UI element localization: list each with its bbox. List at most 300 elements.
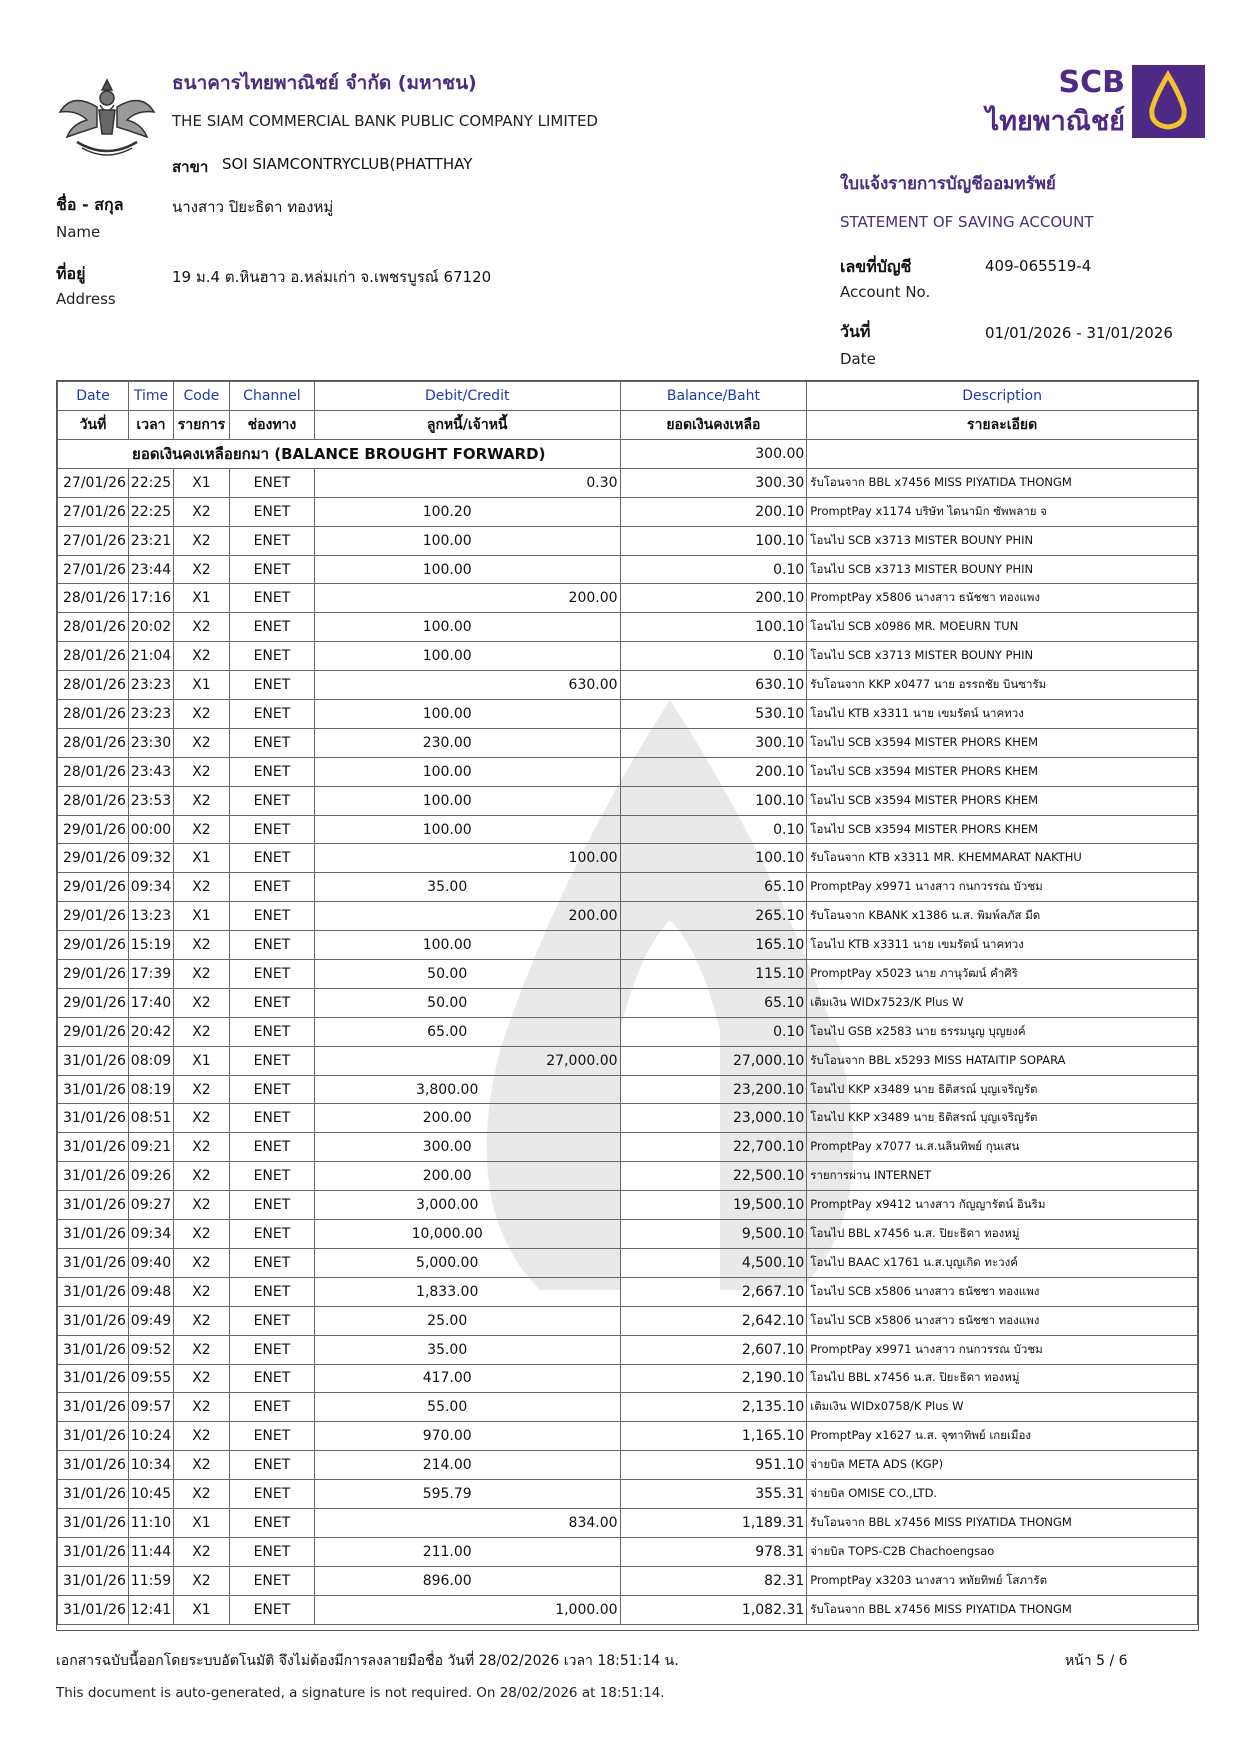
row-description: โอนไป SCB x3594 MISTER PHORS KHEM [807, 815, 1198, 844]
row-time: 23:53 [128, 786, 173, 815]
row-code: X2 [173, 497, 229, 526]
scb-emblem-icon [1132, 65, 1205, 138]
row-balance: 630.10 [620, 671, 807, 700]
row-code: X2 [173, 786, 229, 815]
row-date: 29/01/26 [58, 873, 129, 902]
row-date: 31/01/26 [58, 1104, 129, 1133]
row-debit-credit: 3,800.00 [314, 1075, 620, 1104]
row-debit-credit: 100.00 [314, 757, 620, 786]
row-description: PromptPay x9971 นางสาว กนกวรรณ บัวชม [807, 873, 1198, 902]
col-time-th: เวลา [128, 411, 173, 440]
row-date: 29/01/26 [58, 844, 129, 873]
row-code: X2 [173, 1393, 229, 1422]
row-date: 31/01/26 [58, 1277, 129, 1306]
transactions-table [56, 380, 1199, 1631]
row-channel: ENET [229, 1104, 314, 1133]
row-description: โอนไป KKP x3489 นาย ธิติสรณ์ บุญเจริญรัต [807, 1075, 1198, 1104]
row-channel: ENET [229, 931, 314, 960]
table-row [58, 497, 1198, 526]
brought-forward-balance: 300.00 [620, 440, 807, 469]
table-row [58, 1191, 1198, 1220]
table-row [58, 1335, 1198, 1364]
row-time: 09:52 [128, 1335, 173, 1364]
address-value: 19 ม.4 ต.หินฮาว อ.หล่มเก่า จ.เพชรบูรณ์ 67120 [172, 268, 492, 286]
footer-note-en: This document is auto-generated, a signature is not required. On 28/02/2026 at 18:51:14. [56, 1685, 665, 1701]
row-debit-credit: 200.00 [314, 902, 620, 931]
table-row [58, 844, 1198, 873]
table-row [58, 786, 1198, 815]
col-code-en: Code [173, 382, 229, 411]
row-code: X2 [173, 1364, 229, 1393]
row-channel: ENET [229, 1248, 314, 1277]
row-debit-credit: 211.00 [314, 1537, 620, 1566]
brought-forward-label: ยอดเงินคงเหลือยกมา (BALANCE BROUGHT FORWARD) [58, 440, 621, 469]
row-debit-credit: 55.00 [314, 1393, 620, 1422]
row-balance: 0.10 [620, 815, 807, 844]
row-time: 23:23 [128, 700, 173, 729]
row-code: X2 [173, 1480, 229, 1509]
row-date: 31/01/26 [58, 1248, 129, 1277]
row-time: 10:45 [128, 1480, 173, 1509]
row-debit-credit: 100.00 [314, 786, 620, 815]
empty-cell [807, 440, 1198, 469]
row-code: X1 [173, 468, 229, 497]
table-row [58, 815, 1198, 844]
row-debit-credit: 27,000.00 [314, 1046, 620, 1075]
row-balance: 100.10 [620, 526, 807, 555]
row-channel: ENET [229, 1191, 314, 1220]
col-debit-credit-th: ลูกหนี้/เจ้าหนี้ [314, 411, 620, 440]
date-range: 01/01/2026 - 31/01/2026 [985, 324, 1173, 342]
col-description-th: รายละเอียด [807, 411, 1198, 440]
row-debit-credit: 100.00 [314, 815, 620, 844]
row-channel: ENET [229, 700, 314, 729]
row-balance: 165.10 [620, 931, 807, 960]
row-channel: ENET [229, 497, 314, 526]
row-date: 31/01/26 [58, 1480, 129, 1509]
table-row [58, 1017, 1198, 1046]
row-time: 08:51 [128, 1104, 173, 1133]
row-time: 09:27 [128, 1191, 173, 1220]
row-description: PromptPay x5806 นางสาว ธนัชชา ทองแพง [807, 584, 1198, 613]
col-channel-en: Channel [229, 382, 314, 411]
row-debit-credit: 5,000.00 [314, 1248, 620, 1277]
row-code: X2 [173, 1451, 229, 1480]
row-date: 31/01/26 [58, 1075, 129, 1104]
row-time: 17:39 [128, 960, 173, 989]
address-label-en: Address [56, 290, 116, 308]
row-channel: ENET [229, 1508, 314, 1537]
row-date: 28/01/26 [58, 728, 129, 757]
row-balance: 22,700.10 [620, 1133, 807, 1162]
row-channel: ENET [229, 1422, 314, 1451]
row-code: X2 [173, 1248, 229, 1277]
row-date: 29/01/26 [58, 815, 129, 844]
row-balance: 2,190.10 [620, 1364, 807, 1393]
row-time: 00:00 [128, 815, 173, 844]
row-code: X2 [173, 1104, 229, 1133]
row-description: โอนไป KTB x3311 นาย เขมรัตน์ นาคทวง [807, 931, 1198, 960]
row-code: X2 [173, 526, 229, 555]
row-balance: 9,500.10 [620, 1220, 807, 1249]
row-time: 17:40 [128, 988, 173, 1017]
date-label-en: Date [840, 350, 876, 368]
row-date: 28/01/26 [58, 642, 129, 671]
row-debit-credit: 100.00 [314, 555, 620, 584]
row-balance: 200.10 [620, 757, 807, 786]
name-value: นางสาว ปิยะธิดา ทองหมู่ [172, 198, 334, 216]
row-description: PromptPay x1627 น.ส. จุฑาทิพย์ เกยเมือง [807, 1422, 1198, 1451]
table-row [58, 1566, 1198, 1595]
table-row [58, 757, 1198, 786]
row-description: จ่ายบิล OMISE CO.,LTD. [807, 1480, 1198, 1509]
row-description: โอนไป SCB x3594 MISTER PHORS KHEM [807, 786, 1198, 815]
row-date: 28/01/26 [58, 786, 129, 815]
row-date: 27/01/26 [58, 497, 129, 526]
row-date: 29/01/26 [58, 960, 129, 989]
row-time: 22:25 [128, 468, 173, 497]
row-balance: 300.10 [620, 728, 807, 757]
row-code: X2 [173, 613, 229, 642]
row-description: PromptPay x5023 นาย ภานุวัฒน์ คำศิริ [807, 960, 1198, 989]
row-channel: ENET [229, 873, 314, 902]
row-description: PromptPay x7077 น.ส.นลินทิพย์ กุนเสน [807, 1133, 1198, 1162]
row-time: 09:34 [128, 873, 173, 902]
table-row [58, 1220, 1198, 1249]
row-time: 10:34 [128, 1451, 173, 1480]
row-date: 31/01/26 [58, 1306, 129, 1335]
row-balance: 2,607.10 [620, 1335, 807, 1364]
row-channel: ENET [229, 1393, 314, 1422]
row-code: X2 [173, 1335, 229, 1364]
row-date: 31/01/26 [58, 1595, 129, 1624]
table-row [58, 1364, 1198, 1393]
row-date: 31/01/26 [58, 1422, 129, 1451]
statement-title-th: ใบแจ้งรายการบัญชีออมทรัพย์ [840, 174, 1056, 194]
row-channel: ENET [229, 526, 314, 555]
col-code-th: รายการ [173, 411, 229, 440]
row-channel: ENET [229, 1075, 314, 1104]
row-channel: ENET [229, 1335, 314, 1364]
table-row [58, 988, 1198, 1017]
row-debit-credit: 3,000.00 [314, 1191, 620, 1220]
name-label-en: Name [56, 223, 101, 241]
table-row [58, 902, 1198, 931]
row-debit-credit: 200.00 [314, 1104, 620, 1133]
row-date: 31/01/26 [58, 1451, 129, 1480]
row-channel: ENET [229, 815, 314, 844]
row-code: X1 [173, 1046, 229, 1075]
row-description: โอนไป SCB x3713 MISTER BOUNY PHIN [807, 526, 1198, 555]
row-channel: ENET [229, 1306, 314, 1335]
row-description: PromptPay x9412 นางสาว กัญญารัตน์ อินริม [807, 1191, 1198, 1220]
row-channel: ENET [229, 757, 314, 786]
row-code: X2 [173, 1422, 229, 1451]
row-time: 13:23 [128, 902, 173, 931]
row-date: 31/01/26 [58, 1133, 129, 1162]
garuda-emblem-icon [52, 72, 162, 162]
row-balance: 2,667.10 [620, 1277, 807, 1306]
row-debit-credit: 50.00 [314, 988, 620, 1017]
row-balance: 265.10 [620, 902, 807, 931]
row-time: 11:59 [128, 1566, 173, 1595]
col-time-en: Time [128, 382, 173, 411]
row-balance: 200.10 [620, 584, 807, 613]
row-balance: 27,000.10 [620, 1046, 807, 1075]
row-balance: 1,082.31 [620, 1595, 807, 1624]
row-channel: ENET [229, 642, 314, 671]
row-description: จ่ายบิล META ADS (KGP) [807, 1451, 1198, 1480]
row-time: 20:02 [128, 613, 173, 642]
row-date: 28/01/26 [58, 757, 129, 786]
col-balance-th: ยอดเงินคงเหลือ [620, 411, 807, 440]
row-balance: 200.10 [620, 497, 807, 526]
row-code: X1 [173, 1595, 229, 1624]
row-code: X2 [173, 1191, 229, 1220]
table-row [58, 1277, 1198, 1306]
row-description: โอนไป SCB x3594 MISTER PHORS KHEM [807, 728, 1198, 757]
row-debit-credit: 1,833.00 [314, 1277, 620, 1306]
row-debit-credit: 25.00 [314, 1306, 620, 1335]
col-date-th: วันที่ [58, 411, 129, 440]
row-time: 11:10 [128, 1508, 173, 1537]
row-description: โอนไป SCB x3713 MISTER BOUNY PHIN [807, 555, 1198, 584]
row-code: X2 [173, 931, 229, 960]
row-code: X2 [173, 700, 229, 729]
row-time: 23:21 [128, 526, 173, 555]
row-time: 09:55 [128, 1364, 173, 1393]
row-time: 21:04 [128, 642, 173, 671]
row-time: 09:57 [128, 1393, 173, 1422]
row-channel: ENET [229, 1277, 314, 1306]
row-code: X2 [173, 555, 229, 584]
branch-label: สาขา [172, 158, 209, 176]
row-time: 23:43 [128, 757, 173, 786]
row-description: รับโอนจาก KKP x0477 นาย อรรถชัย บินซารัม [807, 671, 1198, 700]
row-code: X2 [173, 757, 229, 786]
row-code: X2 [173, 728, 229, 757]
row-code: X2 [173, 960, 229, 989]
row-time: 23:23 [128, 671, 173, 700]
row-description: โอนไป BAAC x1761 น.ส.บุญเกิด ทะวงค์ [807, 1248, 1198, 1277]
row-time: 09:21 [128, 1133, 173, 1162]
row-description: PromptPay x9971 นางสาว กนกวรรณ บัวชม [807, 1335, 1198, 1364]
row-description: โอนไป KKP x3489 นาย ธิติสรณ์ บุญเจริญรัต [807, 1104, 1198, 1133]
row-channel: ENET [229, 960, 314, 989]
table-row [58, 642, 1198, 671]
row-code: X2 [173, 1566, 229, 1595]
row-date: 28/01/26 [58, 700, 129, 729]
row-debit-credit: 200.00 [314, 1162, 620, 1191]
row-debit-credit: 630.00 [314, 671, 620, 700]
row-debit-credit: 834.00 [314, 1508, 620, 1537]
row-time: 09:26 [128, 1162, 173, 1191]
row-time: 11:44 [128, 1537, 173, 1566]
row-description: โอนไป KTB x3311 นาย เขมรัตน์ นาคทวง [807, 700, 1198, 729]
row-channel: ENET [229, 584, 314, 613]
row-balance: 22,500.10 [620, 1162, 807, 1191]
row-date: 27/01/26 [58, 526, 129, 555]
row-debit-credit: 35.00 [314, 1335, 620, 1364]
row-balance: 951.10 [620, 1451, 807, 1480]
row-balance: 1,165.10 [620, 1422, 807, 1451]
row-code: X2 [173, 988, 229, 1017]
row-balance: 100.10 [620, 844, 807, 873]
row-debit-credit: 65.00 [314, 1017, 620, 1046]
table-row [58, 1306, 1198, 1335]
row-date: 29/01/26 [58, 931, 129, 960]
row-balance: 300.30 [620, 468, 807, 497]
row-debit-credit: 0.30 [314, 468, 620, 497]
row-channel: ENET [229, 555, 314, 584]
row-debit-credit: 35.00 [314, 873, 620, 902]
row-balance: 0.10 [620, 642, 807, 671]
row-balance: 82.31 [620, 1566, 807, 1595]
name-label-th: ชื่อ - สกุล [56, 195, 124, 214]
row-balance: 65.10 [620, 988, 807, 1017]
row-time: 10:24 [128, 1422, 173, 1451]
row-time: 09:49 [128, 1306, 173, 1335]
account-label-en: Account No. [840, 283, 931, 301]
row-code: X1 [173, 844, 229, 873]
table-row [58, 1422, 1198, 1451]
row-channel: ENET [229, 988, 314, 1017]
branch-value: SOI SIAMCONTRYCLUB(PHATTHAY [222, 155, 473, 173]
row-description: โอนไป SCB x0986 MR. MOEURN TUN [807, 613, 1198, 642]
row-channel: ENET [229, 1220, 314, 1249]
row-code: X2 [173, 642, 229, 671]
table-row [58, 1393, 1198, 1422]
row-description: เติมเงิน WIDx0758/K Plus W [807, 1393, 1198, 1422]
row-code: X2 [173, 1220, 229, 1249]
row-date: 31/01/26 [58, 1508, 129, 1537]
row-channel: ENET [229, 1537, 314, 1566]
row-time: 09:34 [128, 1220, 173, 1249]
table-row [58, 1104, 1198, 1133]
row-description: เติมเงิน WIDx7523/K Plus W [807, 988, 1198, 1017]
row-code: X2 [173, 1017, 229, 1046]
row-balance: 1,189.31 [620, 1508, 807, 1537]
col-balance-en: Balance/Baht [620, 382, 807, 411]
row-date: 28/01/26 [58, 671, 129, 700]
table-row [58, 1162, 1198, 1191]
table-row [58, 671, 1198, 700]
table-row [58, 526, 1198, 555]
row-description: PromptPay x1174 บริษัท ไดนามิก ซัพพลาย จ [807, 497, 1198, 526]
table-row [58, 1133, 1198, 1162]
row-debit-credit: 595.79 [314, 1480, 620, 1509]
row-code: X1 [173, 902, 229, 931]
row-time: 22:25 [128, 497, 173, 526]
row-channel: ENET [229, 613, 314, 642]
table-row [58, 1451, 1198, 1480]
col-debit-credit-en: Debit/Credit [314, 382, 620, 411]
table-row [58, 584, 1198, 613]
row-time: 08:19 [128, 1075, 173, 1104]
table-row [58, 1248, 1198, 1277]
row-description: รับโอนจาก KTB x3311 MR. KHEMMARAT NAKTHU [807, 844, 1198, 873]
brought-forward-row [58, 440, 1198, 469]
row-channel: ENET [229, 1017, 314, 1046]
row-channel: ENET [229, 1162, 314, 1191]
row-description: รับโอนจาก BBL x7456 MISS PIYATIDA THONGM [807, 468, 1198, 497]
row-description: PromptPay x3203 นางสาว หทัยทิพย์ โสภารัต [807, 1566, 1198, 1595]
row-balance: 115.10 [620, 960, 807, 989]
table-row [58, 1595, 1198, 1624]
row-date: 31/01/26 [58, 1335, 129, 1364]
row-code: X2 [173, 1162, 229, 1191]
row-balance: 100.10 [620, 613, 807, 642]
row-date: 29/01/26 [58, 988, 129, 1017]
row-debit-credit: 200.00 [314, 584, 620, 613]
row-channel: ENET [229, 1566, 314, 1595]
row-balance: 0.10 [620, 555, 807, 584]
row-description: โอนไป SCB x5806 นางสาว ธนัชชา ทองแพง [807, 1277, 1198, 1306]
row-channel: ENET [229, 671, 314, 700]
row-date: 31/01/26 [58, 1191, 129, 1220]
table-row [58, 1537, 1198, 1566]
row-description: จ่ายบิล TOPS-C2B Chachoengsao [807, 1537, 1198, 1566]
row-balance: 19,500.10 [620, 1191, 807, 1220]
row-channel: ENET [229, 844, 314, 873]
row-date: 28/01/26 [58, 613, 129, 642]
row-date: 31/01/26 [58, 1162, 129, 1191]
logo-text-en: SCB [1058, 65, 1125, 100]
row-description: โอนไป BBL x7456 น.ส. ปิยะธิดา ทองหมู่ [807, 1220, 1198, 1249]
row-balance: 0.10 [620, 1017, 807, 1046]
account-label-th: เลขที่บัญชี [840, 257, 912, 276]
row-time: 20:42 [128, 1017, 173, 1046]
row-code: X2 [173, 1537, 229, 1566]
row-debit-credit: 100.00 [314, 613, 620, 642]
row-balance: 100.10 [620, 786, 807, 815]
page-number: หน้า 5 / 6 [1065, 1653, 1128, 1669]
row-balance: 355.31 [620, 1480, 807, 1509]
row-description: โอนไป BBL x7456 น.ส. ปิยะธิดา ทองหมู่ [807, 1364, 1198, 1393]
row-debit-credit: 100.20 [314, 497, 620, 526]
row-balance: 4,500.10 [620, 1248, 807, 1277]
table-row [58, 468, 1198, 497]
row-time: 17:16 [128, 584, 173, 613]
row-description: รับโอนจาก BBL x7456 MISS PIYATIDA THONGM [807, 1508, 1198, 1537]
row-time: 09:48 [128, 1277, 173, 1306]
row-channel: ENET [229, 786, 314, 815]
row-debit-credit: 100.00 [314, 642, 620, 671]
row-channel: ENET [229, 902, 314, 931]
table-row [58, 613, 1198, 642]
row-time: 12:41 [128, 1595, 173, 1624]
row-time: 08:09 [128, 1046, 173, 1075]
row-debit-credit: 300.00 [314, 1133, 620, 1162]
col-date-en: Date [58, 382, 129, 411]
row-description: รับโอนจาก BBL x5293 MISS HATAITIP SOPARA [807, 1046, 1198, 1075]
row-debit-credit: 100.00 [314, 526, 620, 555]
row-balance: 978.31 [620, 1537, 807, 1566]
row-debit-credit: 1,000.00 [314, 1595, 620, 1624]
row-debit-credit: 230.00 [314, 728, 620, 757]
table-row [58, 1480, 1198, 1509]
row-description: รับโอนจาก BBL x7456 MISS PIYATIDA THONGM [807, 1595, 1198, 1624]
row-balance: 23,200.10 [620, 1075, 807, 1104]
table-row [58, 555, 1198, 584]
account-number: 409-065519-4 [985, 257, 1092, 275]
row-code: X2 [173, 873, 229, 902]
row-debit-credit: 100.00 [314, 700, 620, 729]
row-channel: ENET [229, 1046, 314, 1075]
row-time: 15:19 [128, 931, 173, 960]
table-row [58, 1046, 1198, 1075]
row-code: X1 [173, 1508, 229, 1537]
